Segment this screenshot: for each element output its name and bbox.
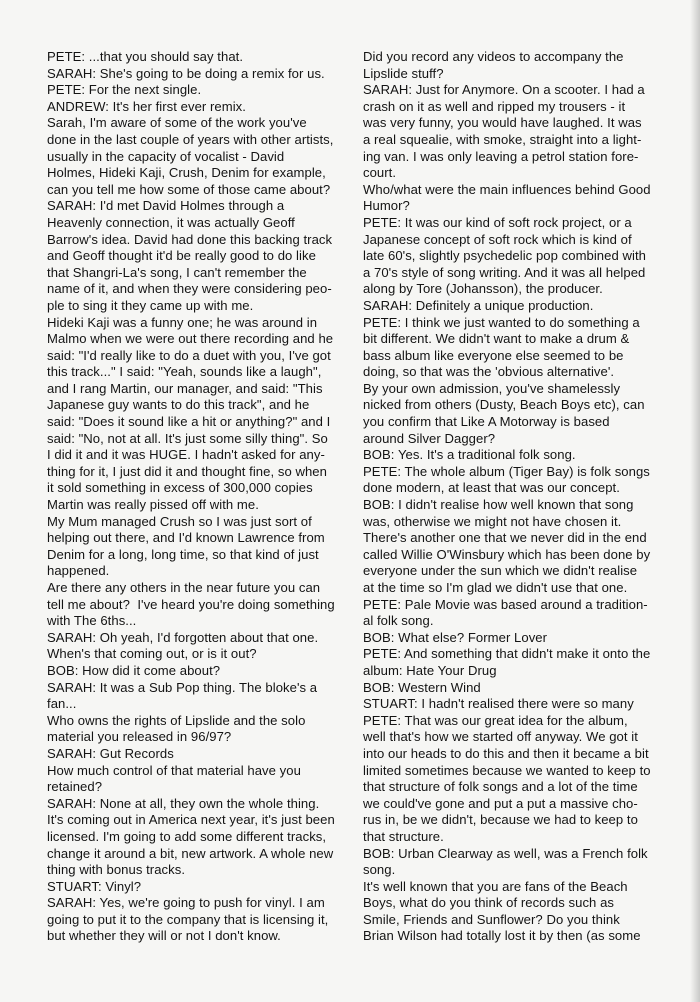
text-line: name of it, and when they were considering peo-	[47, 281, 332, 297]
text-line: SARAH: Yes, we're going to push for vinyl. I am	[47, 895, 325, 911]
text-line: PETE: And something that didn't make it onto the	[363, 646, 651, 662]
text-line: late 60's, slightly psychedelic pop combined with	[363, 248, 646, 264]
text-line: SARAH: She's going to be doing a remix for us.	[47, 65, 325, 81]
text-line: Lipslide stuff?	[363, 65, 444, 81]
text-line: It's coming out in America next year, it's just been	[47, 812, 335, 828]
text-line: usually in the capacity of vocalist - David	[47, 148, 285, 164]
text-line: thing with bonus tracks.	[47, 862, 186, 878]
text-line: around Silver Dagger?	[363, 430, 496, 446]
text-line: but whether they will or not I don't know.	[47, 928, 281, 944]
text-line: PETE: That was our great idea for the album,	[363, 712, 628, 728]
text-line: this track..." I said: "Yeah, sounds like a laugh",	[47, 364, 322, 380]
text-line: and Geoff thought it'd be really good to do like	[47, 248, 316, 264]
text-line: ing van. I was only leaving a petrol station fore-	[363, 148, 639, 164]
text-line: song.	[363, 862, 396, 878]
text-line: can you tell me how some of those came about?	[47, 181, 331, 197]
text-line: Brian Wilson had totally lost it by then (as some	[363, 928, 641, 944]
text-line: I did it and it was HUGE. I hadn't asked for any-	[47, 447, 325, 463]
text-line: going to put it to the company that is licensing it,	[47, 911, 329, 927]
text-line: Malmo when we were out there recording and he	[47, 331, 334, 347]
text-line: STUART: Vinyl?	[47, 878, 142, 894]
text-line: tell me about? I've heard you're doing something	[47, 596, 335, 612]
text-line: PETE: The whole album (Tiger Bay) is folk songs	[363, 463, 650, 479]
text-line: into our heads to do this and then it became a bit	[363, 745, 649, 761]
text-line: Holmes, Hideki Kaji, Crush, Denim for example,	[47, 165, 326, 181]
text-line: BOB: I didn't realise how well known that song	[363, 497, 634, 513]
text-line: we could've gone and put a put a massive cho-	[363, 795, 638, 811]
text-line: doing, so that was the 'obvious alternative'.	[363, 364, 615, 380]
text-line: SARAH: None at all, they own the whole thing.	[47, 795, 320, 811]
text-line: PETE: ...that you should say that.	[47, 49, 244, 64]
text-line: called Willie O'Winsbury which has been done by	[363, 546, 651, 562]
text-line: well that's how we started off anyway. We got it	[363, 729, 638, 745]
text-line: change it around a bit, new artwork. A whole new	[47, 845, 334, 861]
text-line: SARAH: Just for Anymore. On a scooter. I had a	[363, 82, 645, 98]
text-line: said: "I'd really like to do a duet with you, I've got	[47, 347, 331, 363]
text-line: Martin was really pissed off with me.	[47, 497, 259, 513]
text-line: fan...	[47, 696, 77, 712]
text-line: Who/what were the main influences behind Good	[363, 181, 651, 197]
text-line: Japanese guy wants to do this track", and he	[47, 397, 310, 413]
text-line: a 70's style of song writing. And it was all helped	[363, 264, 646, 280]
text-line: court.	[363, 165, 397, 181]
text-line: a real squealie, with smoke, straight into a light-	[363, 131, 642, 147]
text-line: BOB: How did it come about?	[47, 662, 221, 678]
text-line: thing for it, I just did it and thought fine, so when	[47, 463, 327, 479]
text-line: PETE: For the next single.	[47, 82, 202, 98]
text-line: nicked from others (Dusty, Beach Boys etc), can	[363, 397, 645, 413]
text-line: Who owns the rights of Lipslide and the solo	[47, 712, 306, 728]
text-line: said: "No, not at all. It's just some silly thing". So	[47, 430, 328, 446]
text-line: done modern, at least that was our concept.	[363, 480, 620, 496]
text-line: that structure.	[363, 828, 444, 844]
text-line: PETE: Pale Movie was based around a tradition-	[363, 596, 648, 612]
text-line: crash on it as well and ripped my trousers - it	[363, 98, 626, 114]
right-text-column	[363, 49, 661, 945]
text-line: Denim for a long, long time, so that kind of just	[47, 546, 319, 562]
text-line: BOB: Urban Clearway as well, was a French folk	[363, 845, 648, 861]
text-line: There's another one that we never did in the end	[363, 530, 647, 546]
page-edge-shadow	[690, 0, 700, 1002]
text-line: material you released in 96/97?	[47, 729, 232, 745]
text-line: album: Hate Your Drug	[363, 662, 497, 678]
text-line: When's that coming out, or is it out?	[47, 646, 257, 662]
text-line: was, otherwise we might not have chosen it.	[363, 513, 622, 529]
text-line: done in the last couple of years with other artists,	[47, 131, 334, 147]
text-line: Are there any others in the near future you can	[47, 580, 321, 595]
text-line: By your own admission, you've shamelessly	[363, 380, 621, 396]
text-line: SARAH: I'd met David Holmes through a	[47, 198, 285, 214]
text-line: Smile, Friends and Sunflower? Do you think	[363, 911, 620, 927]
text-line: al folk song.	[363, 613, 434, 629]
text-line: and I rang Martin, our manager, and said: "This	[47, 380, 323, 396]
text-line: STUART: I hadn't realised there were so many	[363, 696, 634, 712]
text-line: BOB: Yes. It's a traditional folk song.	[363, 447, 576, 463]
text-line: limited sometimes because we wanted to keep to	[363, 762, 651, 778]
text-line: everyone under the sun which we didn't realise	[363, 563, 638, 579]
text-line: SARAH: Gut Records	[47, 745, 174, 761]
text-line: bit different. We didn't want to make a drum &	[363, 331, 630, 347]
text-line: How much control of that material have you	[47, 762, 301, 778]
text-line: Humor?	[363, 198, 410, 214]
text-line: retained?	[47, 779, 103, 795]
text-line: that structure of folk songs and a lot of the time	[363, 779, 638, 795]
text-line: it sold something in excess of 300,000 copies	[47, 480, 313, 496]
text-line: PETE: I think we just wanted to do something a	[363, 314, 640, 330]
text-line: Sarah, I'm aware of some of the work you've	[47, 115, 307, 131]
text-line: at the time so I'm glad we didn't use that one.	[363, 580, 628, 595]
text-line: My Mum managed Crush so I was just sort of	[47, 513, 312, 529]
text-line: said: "Does it sound like a hit or anything?" and I	[47, 414, 331, 430]
text-line: BOB: What else? Former Lover	[363, 629, 548, 645]
left-text-column	[47, 49, 337, 945]
text-line: helping out there, and I'd known Lawrence from	[47, 530, 325, 546]
text-line: ANDREW: It's her first ever remix.	[47, 98, 246, 114]
text-line: Heavenly connection, it was actually Geoff	[47, 214, 295, 230]
text-line: SARAH: Definitely a unique production.	[363, 297, 594, 313]
text-line: bass album like everyone else seemed to be	[363, 347, 624, 363]
text-line: was very funny, you would have laughed. It was	[363, 115, 642, 131]
text-line: PETE: It was our kind of soft rock project, or a	[363, 214, 632, 230]
text-line: BOB: Western Wind	[363, 679, 481, 695]
text-line: you confirm that Like A Motorway is based	[363, 414, 610, 430]
text-line: Boys, what do you think of records such as	[363, 895, 615, 911]
text-line: Did you record any videos to accompany the	[363, 49, 624, 64]
text-line: along by Tore (Johansson), the producer.	[363, 281, 603, 297]
text-line: SARAH: Oh yeah, I'd forgotten about that one.	[47, 629, 319, 645]
text-line: licensed. I'm going to add some different tracks,	[47, 828, 327, 844]
text-line: It's well known that you are fans of the Beach	[363, 878, 628, 894]
text-line: that Shangri-La's song, I can't remember the	[47, 264, 307, 280]
text-line: Japanese concept of soft rock which is kind of	[363, 231, 632, 247]
text-line: Barrow's idea. David had done this backing track	[47, 231, 333, 247]
text-line: Hideki Kaji was a funny one; he was around in	[47, 314, 318, 330]
text-line: ple to sing it they came up with me.	[47, 297, 254, 313]
text-line: happened.	[47, 563, 110, 579]
text-line: rus in, be we didn't, because we had to keep to	[363, 812, 638, 828]
text-line: SARAH: It was a Sub Pop thing. The bloke's a	[47, 679, 318, 695]
text-line: with The 6ths...	[47, 613, 137, 629]
